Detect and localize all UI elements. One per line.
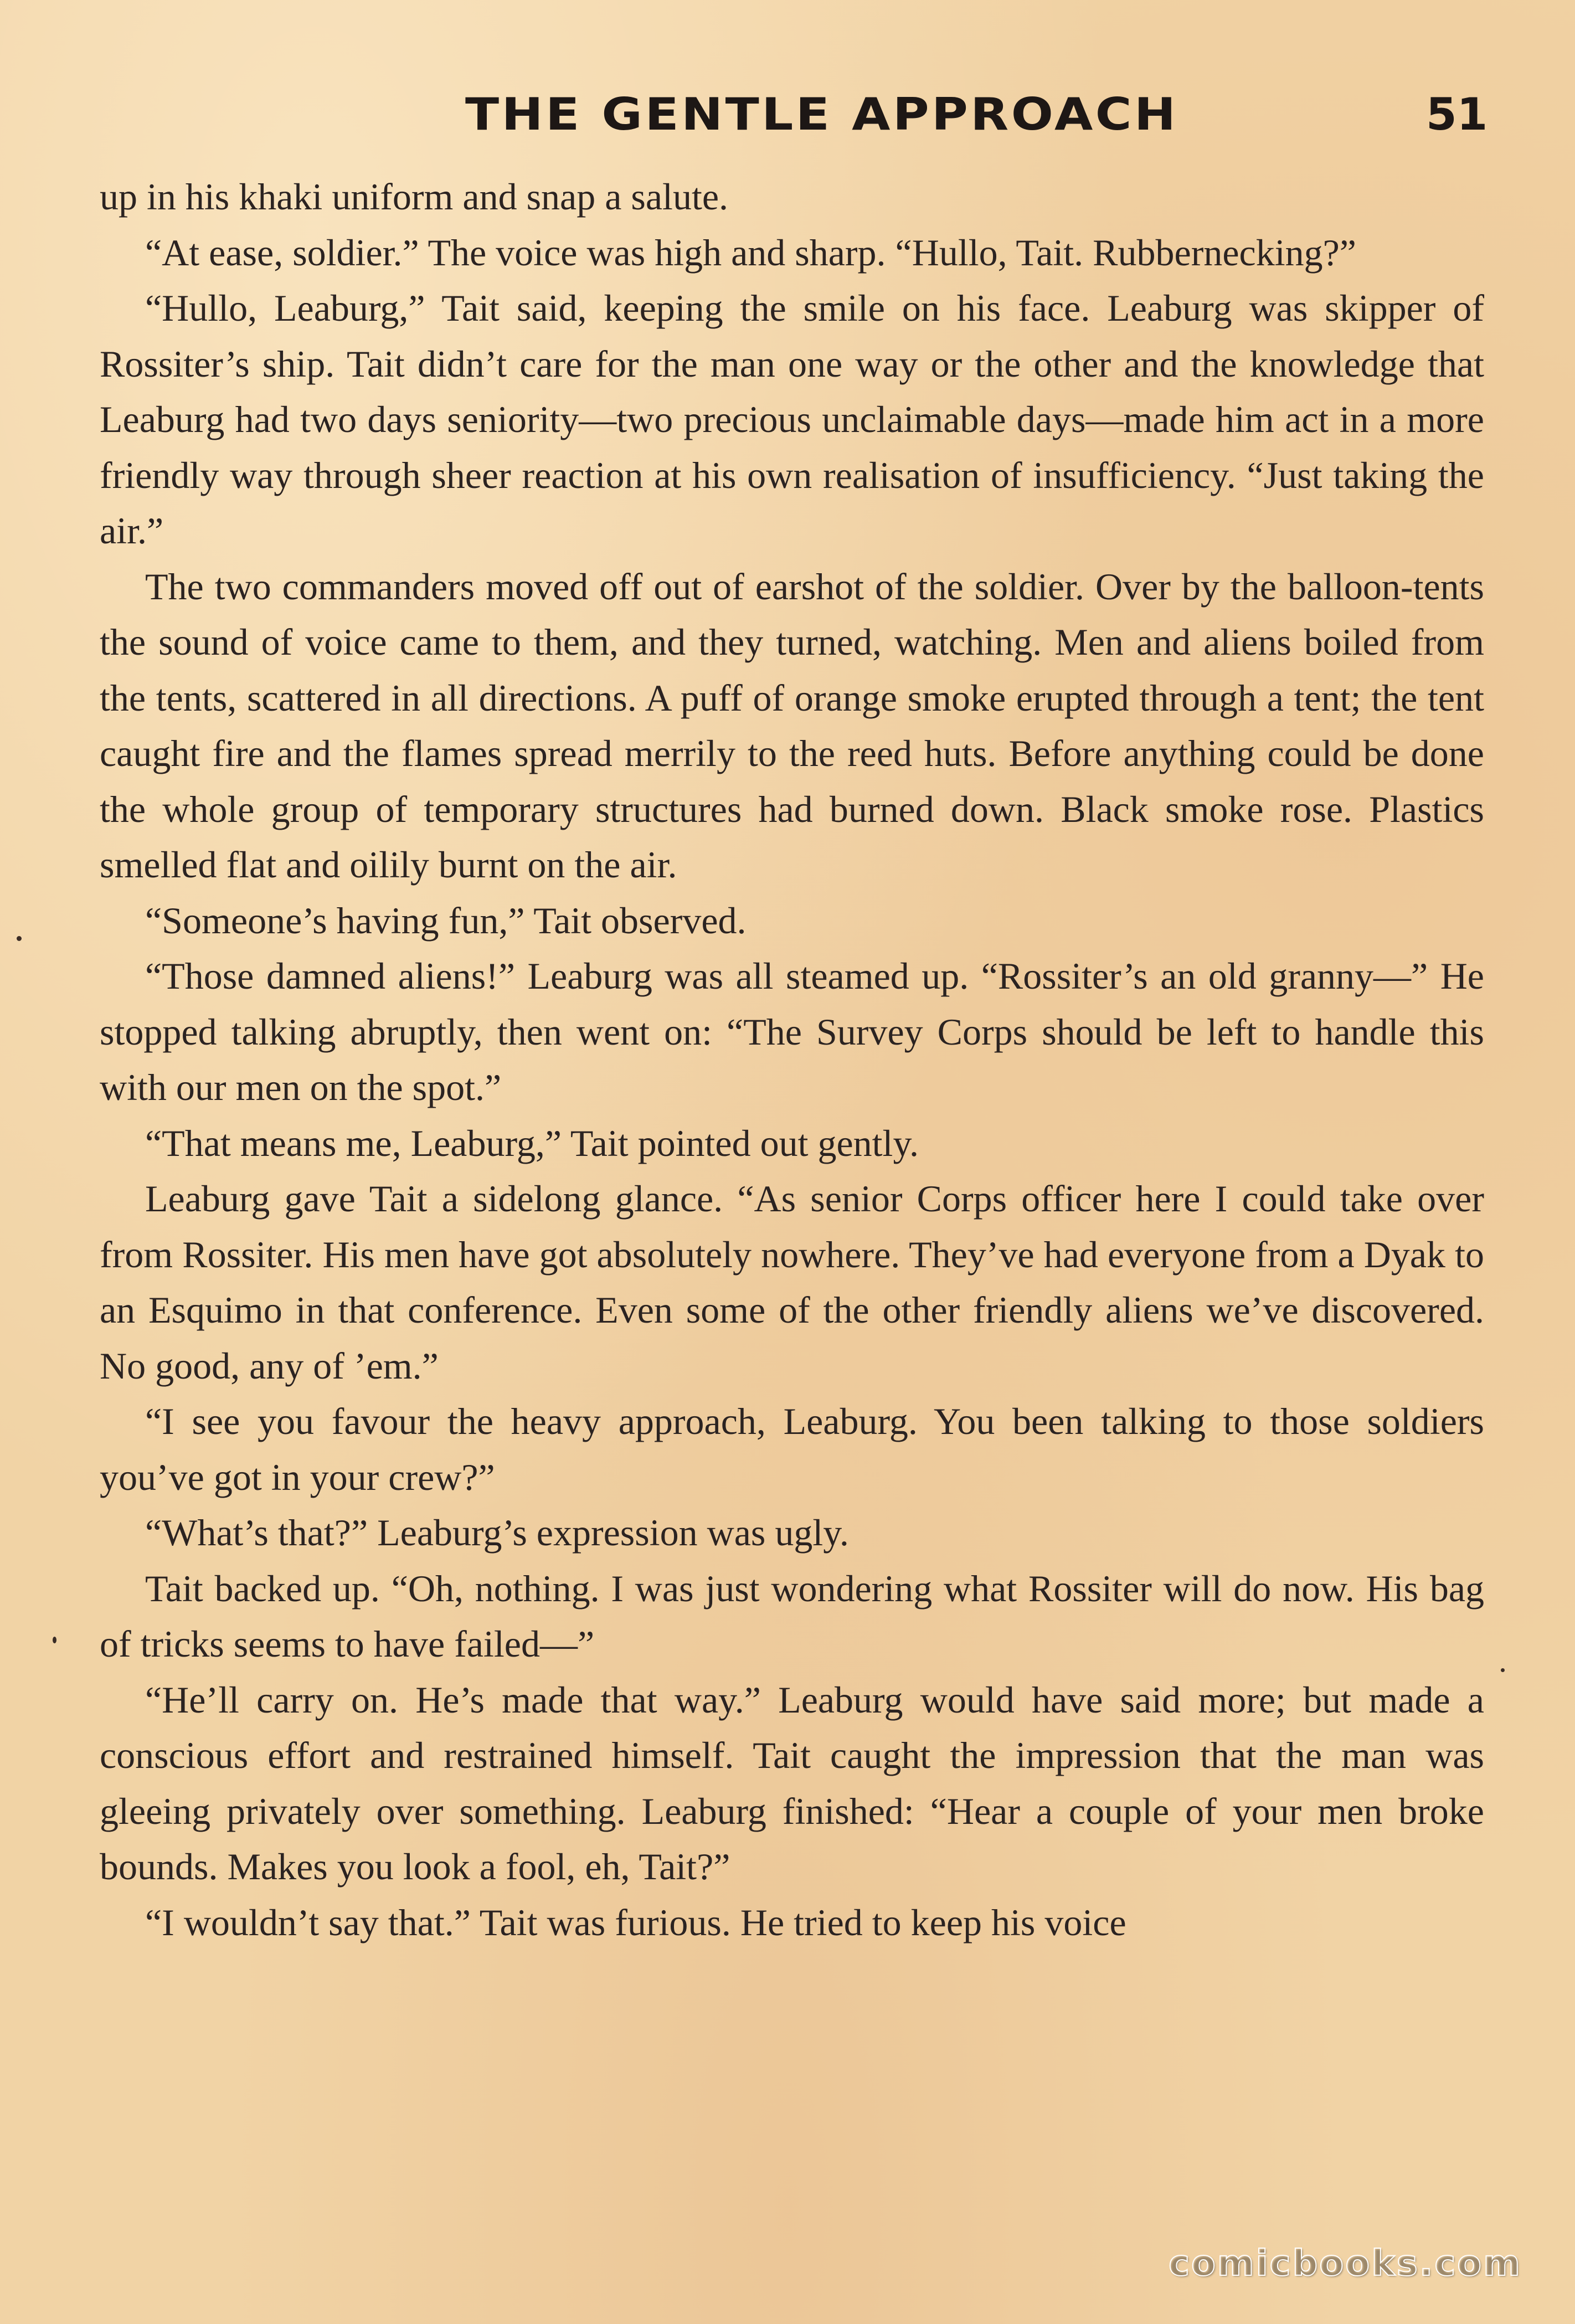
paragraph-9: “I see you favour the heavy approach, Leaburg. You been talking to those soldiers you’ve got in your crew?” [100, 1400, 1484, 1498]
page-number: 51 [1426, 89, 1488, 140]
page-header [0, 89, 1575, 161]
paragraph-6: “Those damned aliens!” Leaburg was all steamed up. “Rossiter’s an old granny—” He stopped talking abruptly, then went on: “The Survey Corps should be left to handle this with our men on the spot.” [100, 955, 1484, 1108]
paragraph-12: “He’ll carry on. He’s made that way.” Leaburg would have said more; but made a conscious effort and restrained himself. Tait caught the impression that the man was gleeing privately over something. Leaburg finished: “Hear a couple of your men broke bounds. Makes you look a fool, eh, Tait?” [100, 1678, 1484, 1888]
print-speck [53, 1637, 56, 1643]
paragraph-8: Leaburg gave Tait a sidelong glance. “As senior Corps officer here I could take over from Rossiter. His men have got absolutely nowhere. They’ve had everyone from a Dyak to an Esquimo in that conference. Even some of the other friendly aliens we’ve discovered. No good, any of ’em.” [100, 1178, 1484, 1387]
paragraph-4: The two commanders moved off out of earshot of the soldier. Over by the balloon-tents the sound of voice came to them, and they turned, watching. Men and aliens boiled from the tents, scattered in all directions. A puff of orange smoke erupted through a tent; the tent caught fire and the flames spread merrily to the reed huts. Before anything could be done the whole group of temporary structures had burned down. Black smoke rose. Plastics smelled flat and oilily burnt on the air. [100, 565, 1484, 886]
body-text [100, 169, 1484, 1950]
paragraph-5: “Someone’s having fun,” Tait observed. [145, 899, 747, 942]
paragraph-11: Tait backed up. “Oh, nothing. I was just wondering what Rossiter will do now. His bag of tricks seems to have failed—” [100, 1567, 1484, 1665]
paragraph-1: up in his khaki uniform and snap a salute. [100, 176, 729, 218]
paragraph-3: “Hullo, Leaburg,” Tait said, keeping the smile on his face. Leaburg was skipper of Rossiter’s ship. Tait didn’t care for the man one way or the other and the knowledge that Leaburg had two days seniority—two precious unclaimable days—made him act in a more friendly way through sheer reaction at his own realisation of insufficiency. “Just taking the air.” [100, 287, 1484, 552]
paragraph-7: “That means me, Leaburg,” Tait pointed out gently. [145, 1122, 919, 1164]
print-speck [17, 936, 22, 941]
paragraph-10: “What’s that?” Leaburg’s expression was ugly. [145, 1511, 849, 1554]
print-speck [1501, 1668, 1505, 1672]
running-head: THE GENTLE APPROACH [465, 89, 1178, 140]
paragraph-2: “At ease, soldier.” The voice was high and sharp. “Hullo, Tait. Rubbernecking?” [145, 231, 1356, 274]
watermark: comicbooks.com [1169, 2243, 1522, 2284]
paragraph-13: “I wouldn’t say that.” Tait was furious. He tried to keep his voice [145, 1901, 1126, 1943]
